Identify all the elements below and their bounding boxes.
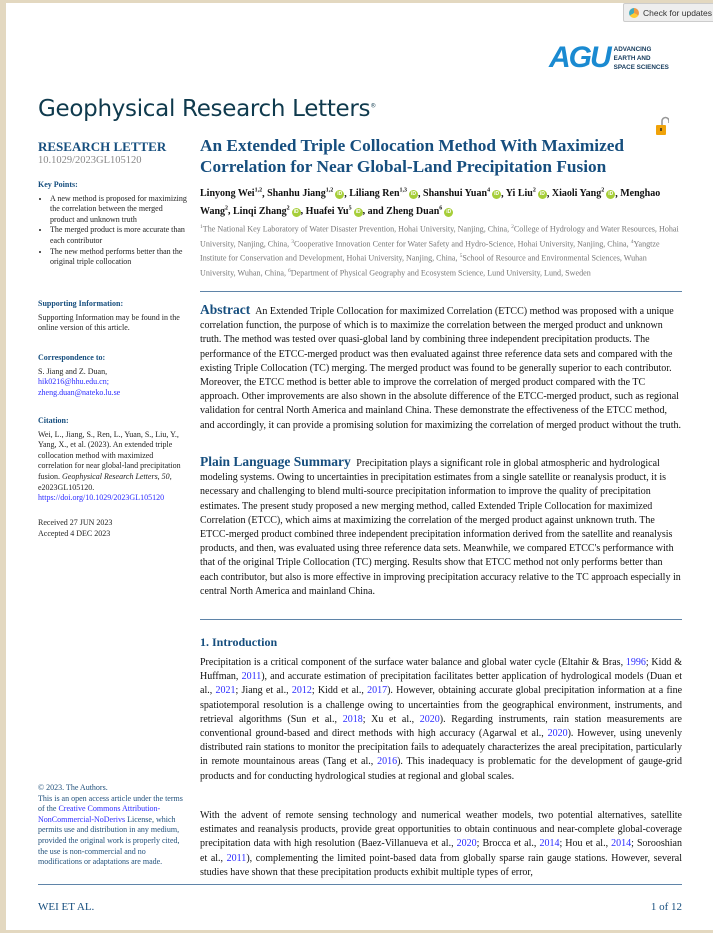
email-link[interactable]: hik0216@hhu.edu.cn; — [38, 377, 109, 387]
received-date: Received 27 JUN 2023 — [38, 518, 113, 527]
author — [200, 188, 262, 199]
intro-paragraph — [200, 656, 682, 784]
author-name: and Zheng Duan — [367, 205, 440, 217]
paper-page — [6, 3, 713, 930]
author-name: Shanshui Yuan — [423, 188, 488, 200]
text-segment: ). Regarding instruments, rain station measurements are conventional ground-based and direct methods with high accuracy (Agarwal et al., — [200, 713, 682, 740]
key-points-heading: Key Points: — [38, 180, 78, 189]
author-affiliation-sup: 2 — [601, 188, 605, 194]
citation-link[interactable]: 2017 — [367, 685, 388, 697]
author-affiliation-sup: 4 — [487, 188, 491, 194]
citation-link[interactable]: 2016 — [377, 756, 398, 768]
pls-heading: Plain Language Summary — [200, 454, 351, 469]
email-link[interactable]: zheng.duan@nateko.lu.se — [38, 387, 121, 397]
agu-tagline — [614, 45, 669, 72]
article-type: RESEARCH LETTER — [38, 139, 167, 154]
divider — [200, 619, 682, 620]
affiliation: College of Hydrology and Water Resources, Hohai University, Nanjing, China, — [200, 224, 679, 249]
registered-mark: ® — [370, 102, 376, 110]
affiliation-sup: 3 — [291, 238, 294, 245]
author-affiliation-sup: 2 — [286, 205, 290, 212]
affiliations — [200, 221, 682, 280]
author — [306, 206, 363, 217]
text-segment: With the advent of remote sensing technology and numerical weather models, two potential alternatives, satellite estimates and reanalysis products, provide great opportunities to obtain continuous and near-complete global-coverage precipitation data with high resolution (Baez-Villanueva et al., — [200, 810, 682, 850]
text-segment: , e2023GL105120. — [38, 471, 172, 492]
text-segment: ; Kidd et al., — [311, 685, 368, 697]
supporting-heading: Supporting Information: — [38, 299, 124, 308]
text-segment: ), and accurate estimation of precipitation facilitates better application of hydrological models (Duan et al., — [200, 671, 683, 697]
journal-title: Geophysical Research Letters — [38, 96, 371, 122]
citation-text — [38, 430, 188, 504]
crossmark-icon — [629, 8, 639, 18]
text-segment: © 2023. The Authors. — [38, 783, 108, 792]
key-points-list — [38, 194, 188, 268]
affiliation: The National Key Laboratory of Water Disaster Prevention, Hohai University, Nanjing, China, — [202, 224, 512, 234]
author-affiliation-sup: 6 — [439, 205, 443, 212]
author-affiliation-sup: 1,3 — [399, 188, 408, 194]
citation-link[interactable]: 2012 — [291, 685, 312, 697]
check-updates-label: Check for updates — [643, 7, 712, 18]
author — [368, 206, 454, 217]
citation-link[interactable]: 2011 — [226, 852, 247, 864]
orcid-icon[interactable]: iD — [539, 191, 545, 198]
text-segment: Precipitation is a critical component of the surface water balance and global water cycle (Eltahir & Bras, — [200, 657, 626, 668]
agu-line: ADVANCING — [613, 45, 652, 53]
author-affiliation-sup: 2 — [225, 205, 229, 212]
supporting-info — [38, 299, 188, 334]
check-for-updates-button[interactable] — [623, 3, 713, 22]
text-segment: ), complementing the limited point-based data from globally sparse rain gauge stations. However, several studies have shown that these precipitation products exhibit multiple types of error, — [200, 852, 682, 878]
orcid-icon[interactable]: iD — [337, 191, 343, 198]
citation-link[interactable]: https://doi.org/10.1029/2023GL105120 — [38, 493, 165, 503]
open-lock-icon — [656, 116, 669, 136]
author — [423, 188, 501, 199]
footer-divider — [38, 884, 682, 885]
author-name: Menghao Wang — [200, 188, 661, 217]
affiliation: Department of Physical Geography and Ecosystem Science, Lund University, Lund, Sweden — [290, 268, 591, 278]
citation — [38, 416, 188, 504]
text-segment: ; Hou et al., — [559, 838, 612, 850]
divider — [200, 291, 682, 292]
running-authors: WEI ET AL. — [38, 901, 95, 913]
author-name: Xiaoli Yang — [551, 188, 602, 200]
agu-logo — [549, 43, 669, 73]
citation-link[interactable]: 2020 — [547, 728, 568, 740]
correspondence-heading: Correspondence to: — [38, 353, 106, 362]
text-segment: ; Brocca et al., — [476, 838, 540, 850]
citation-link[interactable]: 2014 — [611, 838, 632, 850]
text-segment: ; Kidd & Huffman, — [200, 657, 682, 683]
citation-link[interactable]: 2018 — [342, 713, 363, 725]
author-affiliation-sup: 5 — [348, 205, 352, 212]
orcid-icon[interactable]: iD — [608, 191, 614, 198]
text-segment: ; Sorooshian et al., — [200, 838, 682, 864]
author-affiliation-sup: 1,2 — [325, 188, 334, 194]
text-segment: Geophysical Research Letters, 50 — [62, 471, 170, 481]
author-name: Linyong Wei — [200, 188, 255, 200]
author-name: Shanhu Jiang — [267, 188, 326, 200]
author — [349, 188, 418, 199]
text-segment: ). This inadequacy is problematic for the development of gauge-grid products and for conducting hydrological studies at regional and global scales. — [200, 756, 682, 782]
text-segment: License, which permits use and distribution in any medium, provided the original work is properly cited, the use is non-commercial and no modifications or adaptations are made. — [38, 814, 180, 867]
text-segment: This is an open access article under the terms of the — [38, 793, 183, 814]
text-segment: ). However, obtaining accurate global precipitation information at a fine spatiotemporal resolution is a challenge owing to uncertainties from the geographical environment, instruments, and retrieval algorithms (Sun et al., — [200, 685, 683, 725]
orcid-icon[interactable]: iD — [411, 191, 417, 198]
author-affiliation-sup: 2 — [532, 188, 536, 194]
plain-language-summary — [200, 455, 682, 599]
affiliation-sup: 1 — [200, 224, 203, 230]
citation-link[interactable]: 1996 — [625, 657, 646, 668]
license-text — [38, 783, 188, 868]
abstract-heading: Abstract — [200, 302, 251, 317]
citation-link[interactable]: 2014 — [539, 838, 560, 850]
citation-link[interactable]: 2020 — [419, 713, 440, 725]
text-segment: ; Xu et al., — [362, 713, 420, 725]
correspondence-names: S. Jiang and Z. Duan, — [38, 366, 108, 376]
text-segment: Wei, L., Jiang, S., Ren, L., Yuan, S., Liu, Y., Yang, X., et al. (2023). An extended triple collocation method with maximized correlation for near global-land precipitation fusion. — [38, 429, 181, 481]
citation-link[interactable]: 2020 — [456, 838, 477, 850]
pls-text: Precipitation plays a significant role in global atmospheric and hydrological modeling systems. Owing to uncertainties in precipitation estimates from a single satellite or reanalysis product, it is necessary and challenging to blend multi-source precipitation information to improve the quality of precipitation estimates. The present study proposed a new merging method, called Extended Triple Collocation for maximized Correlation (ETCC), which aims at maximizing the correlation of the merged product against unknown truth. The ETCC-merged product combined three independent precipitation information derived from the satellite and reanalysis products, and then, was evaluated using three reference data sets. Meanwhile, we compared ETCC's performance with that of the original Triple Collocation (TC) merging. Results show that ETCC method not only performs better than each contributor, but also is more effective in improving precipitation accuracy relative to the TC approach especially in central North America and mainland China. — [200, 458, 681, 597]
author — [552, 188, 615, 199]
key-point: • The merged product is more accurate than each contributor — [50, 225, 188, 246]
citation-link[interactable]: 2011 — [241, 671, 262, 683]
supporting-text: Supporting Information may be found in the online version of this article. — [38, 312, 180, 333]
dates — [38, 518, 188, 539]
orcid-icon[interactable]: iD — [293, 208, 299, 215]
author-name: Linqi Zhang — [233, 205, 287, 217]
doi: 10.1029/2023GL105120 — [38, 155, 142, 166]
article-title: An Extended Triple Collocation Method With Maximized Correlation for Near Global-Land Precipitation Fusion — [200, 136, 625, 176]
affiliation-sup: 4 — [630, 238, 634, 245]
citation-link[interactable]: 2021 — [215, 685, 236, 697]
affiliation: Yangtze Institute for Conservation and Development, Hohai University, Nanjing, China, — [200, 239, 660, 264]
orcid-icon[interactable]: iD — [446, 208, 452, 215]
author-affiliation-sup: 1,2 — [254, 188, 263, 194]
orcid-icon[interactable]: iD — [494, 191, 500, 198]
author — [233, 206, 301, 217]
affiliation: Cooperative Innovation Center for Water Safety and Hydro-Science, Hohai University, Nanjing, China, — [293, 239, 631, 249]
author — [506, 188, 547, 199]
introduction-heading: 1. Introduction — [200, 635, 278, 649]
author-list: Linyong Wei$^{1,2}$, Shanhu Jiang$^{1,2}$iD , Liliang Ren$^{1,3}$iD , Shanshui Yuan$^4$iD , Yi Liu$^2$iD , Xiaoli Yang$^2$iD , Menghao Wang$^2$, Linqi Zhang$^2$iD , Huafei Yu$^5$iD , and Zheng Duan$^6$iD — [200, 188, 661, 217]
affiliation: School of Resource and Environmental Sciences, Wuhan University, Wuhan, China, — [200, 254, 647, 278]
key-points — [38, 180, 188, 268]
intro-paragraph — [200, 809, 682, 880]
agu-line: SPACE SCIENCES — [613, 63, 669, 71]
key-point: • The new method performs better than the original triple collocation — [50, 247, 188, 268]
text-segment: ; Jiang et al., — [235, 685, 292, 697]
abstract — [200, 303, 682, 433]
key-point: • A new method is proposed for maximizing the correlation between the merged product and unknown truth — [50, 194, 188, 226]
affiliation-sup: 6 — [288, 268, 291, 275]
affiliation-sup: 5 — [459, 253, 463, 260]
agu-line: EARTH AND — [613, 54, 651, 62]
accepted-date: Accepted 4 DEC 2023 — [38, 528, 111, 538]
agu-mark: AGU — [549, 41, 610, 74]
citation-link[interactable]: Creative Commons Attribution-NonCommercial-NoDerivs — [38, 804, 161, 824]
author-name: Liliang Ren — [349, 188, 400, 200]
affiliation-sup: 2 — [511, 224, 514, 230]
abstract-text: An Extended Triple Collocation for maximized Correlation (ETCC) method was proposed with a unique correlation function, the purpose of which is to maximize the correlation between the merged product and unknown truth. The method was tested over quasi-global land by combining three independent precipitation products. The performance of the ETCC-merged product was then evaluated against three reference data sets and compared with the existing Triple Collocation (TC) merging. The merged product was found to be generally superior to each contributor. Moreover, the ETCC method is better able to improve the correlation of merged product compared with the TC approach. Other improvements are also shown in the absolute difference of the ETCC-merged product, such as regional validation for central North America and mainland China. These demonstrate the effectiveness of the ETCC method, and accordingly, it can provide a promising solution for maximizing the correlation of merged product without the truth. — [200, 306, 681, 431]
orcid-icon[interactable]: iD — [355, 208, 361, 215]
correspondence — [38, 353, 188, 398]
author-name: Yi Liu — [505, 188, 533, 200]
author-name: Huafei Yu — [305, 205, 349, 217]
text-segment: ). However, using unevenly distributed rain stations to monitor the precipitation fails to adequately characterizes the areal precipitation, particularly in remote mountainous areas (Tang et al., — [200, 728, 682, 768]
citation-heading: Citation: — [38, 416, 69, 425]
page-number: 1 of 12 — [650, 901, 682, 913]
journal-name — [38, 96, 376, 122]
author — [267, 188, 344, 199]
